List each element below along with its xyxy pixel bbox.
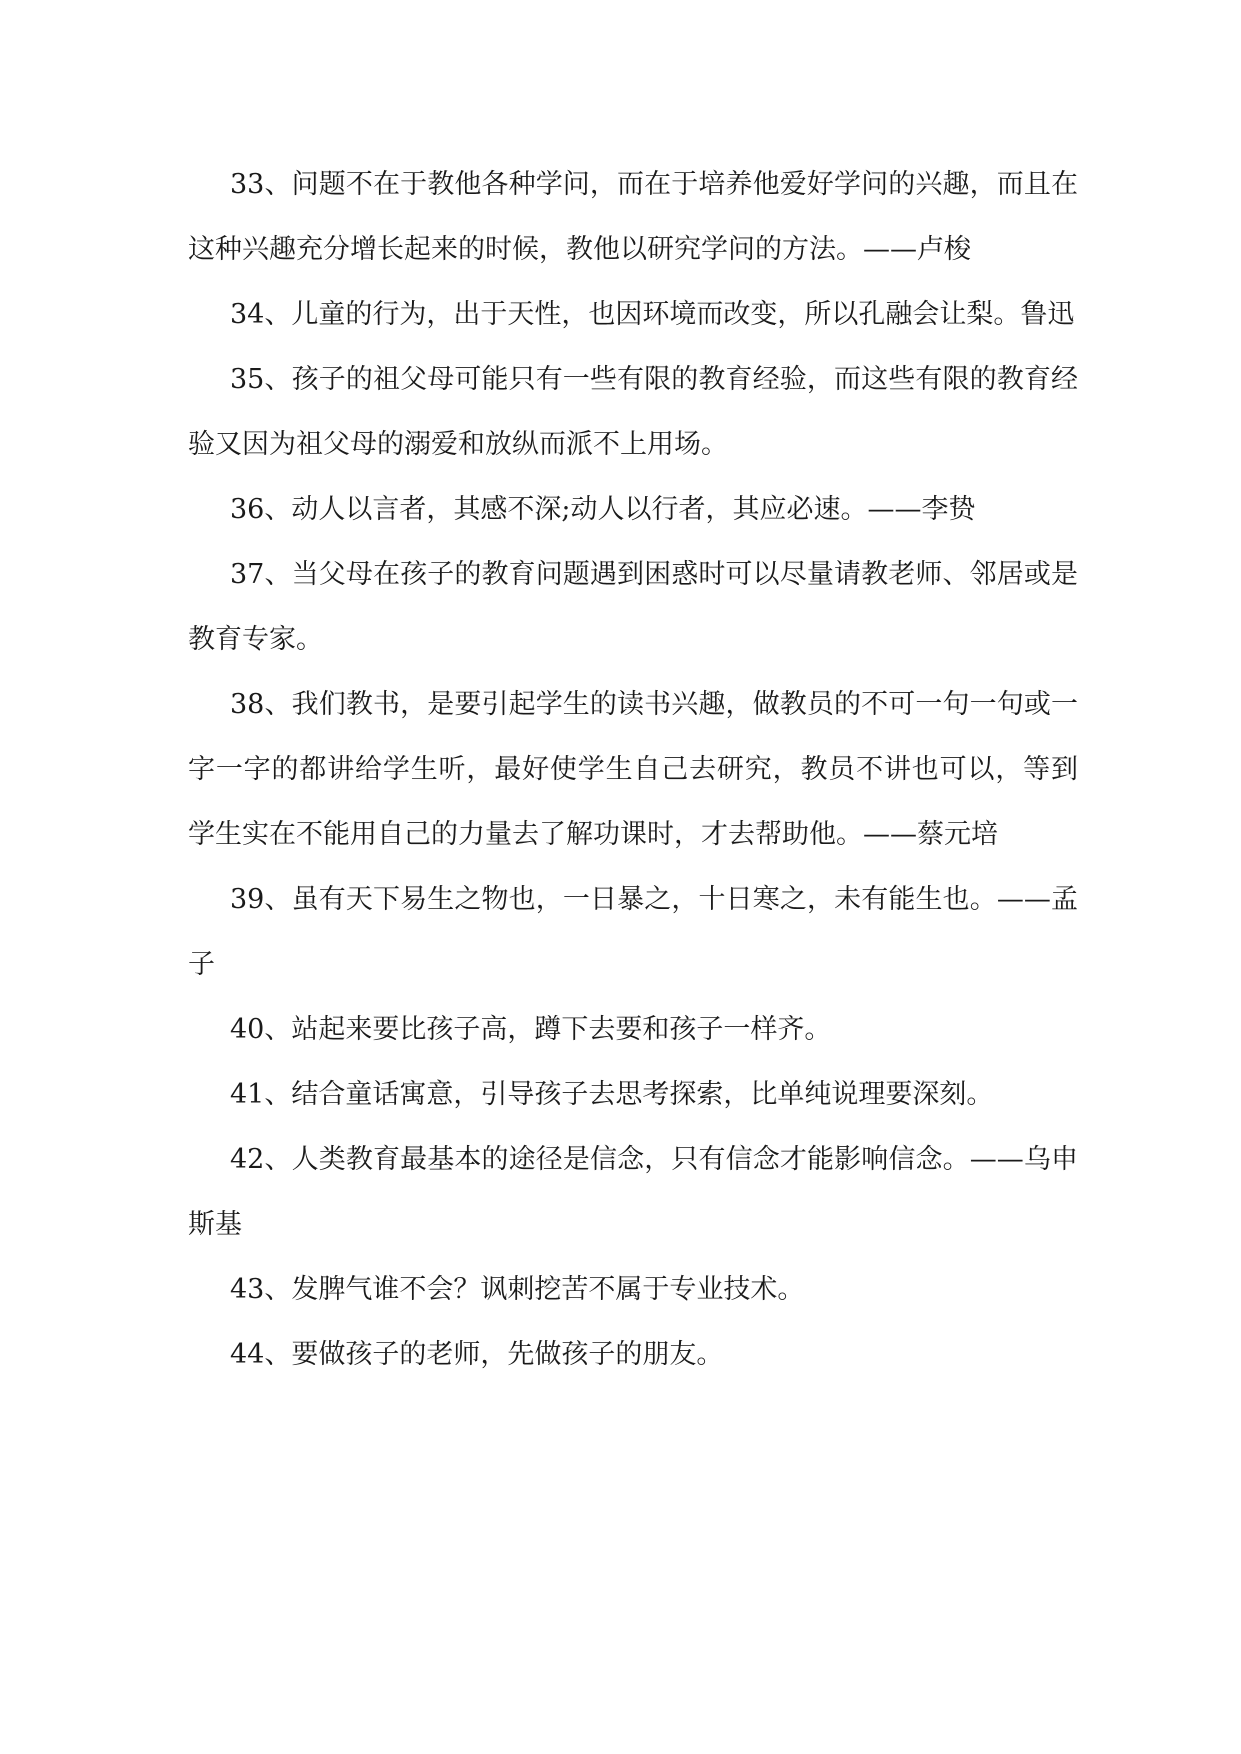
quote-paragraph-44: 44、要做孩子的老师，先做孩子的朋友。 xyxy=(230,1339,724,1370)
document-body xyxy=(188,152,1078,1387)
quote-paragraph-38: 38、我们教书，是要引起学生的读书兴趣，做教员的不可一句一句或一字一字的都讲给学生听，最好使学生自己去研究，教员不讲也可以，等到学生实在不能用自己的力量去了解功课时，才去帮助他。——蔡元培 xyxy=(188,689,1078,850)
quote-paragraph-37: 37、当父母在孩子的教育问题遇到困惑时可以尽量请教老师、邻居或是教育专家。 xyxy=(188,559,1078,655)
quote-paragraph-41: 41、结合童话寓意，引导孩子去思考探索，比单纯说理要深刻。 xyxy=(230,1079,994,1110)
quote-paragraph-43: 43、发脾气谁不会？讽刺挖苦不属于专业技术。 xyxy=(230,1274,805,1305)
quote-paragraph-42: 42、人类教育最基本的途径是信念，只有信念才能影响信念。——乌申斯基 xyxy=(188,1144,1078,1240)
quote-paragraph-35: 35、孩子的祖父母可能只有一些有限的教育经验，而这些有限的教育经验又因为祖父母的溺爱和放纵而派不上用场。 xyxy=(188,364,1078,460)
quote-paragraph-33: 33、问题不在于教他各种学问，而在于培养他爱好学问的兴趣，而且在这种兴趣充分增长起来的时候，教他以研究学问的方法。——卢梭 xyxy=(188,169,1078,265)
quote-paragraph-39: 39、虽有天下易生之物也，一日暴之，十日寒之，未有能生也。——孟子 xyxy=(188,884,1078,980)
quote-paragraph-36: 36、动人以言者，其感不深;动人以行者，其应必速。——李贽 xyxy=(230,494,976,525)
quote-paragraph-34: 34、儿童的行为，出于天性，也因环境而改变，所以孔融会让梨。鲁迅 xyxy=(230,299,1075,330)
quote-paragraph-40: 40、站起来要比孩子高，蹲下去要和孩子一样齐。 xyxy=(230,1014,832,1045)
